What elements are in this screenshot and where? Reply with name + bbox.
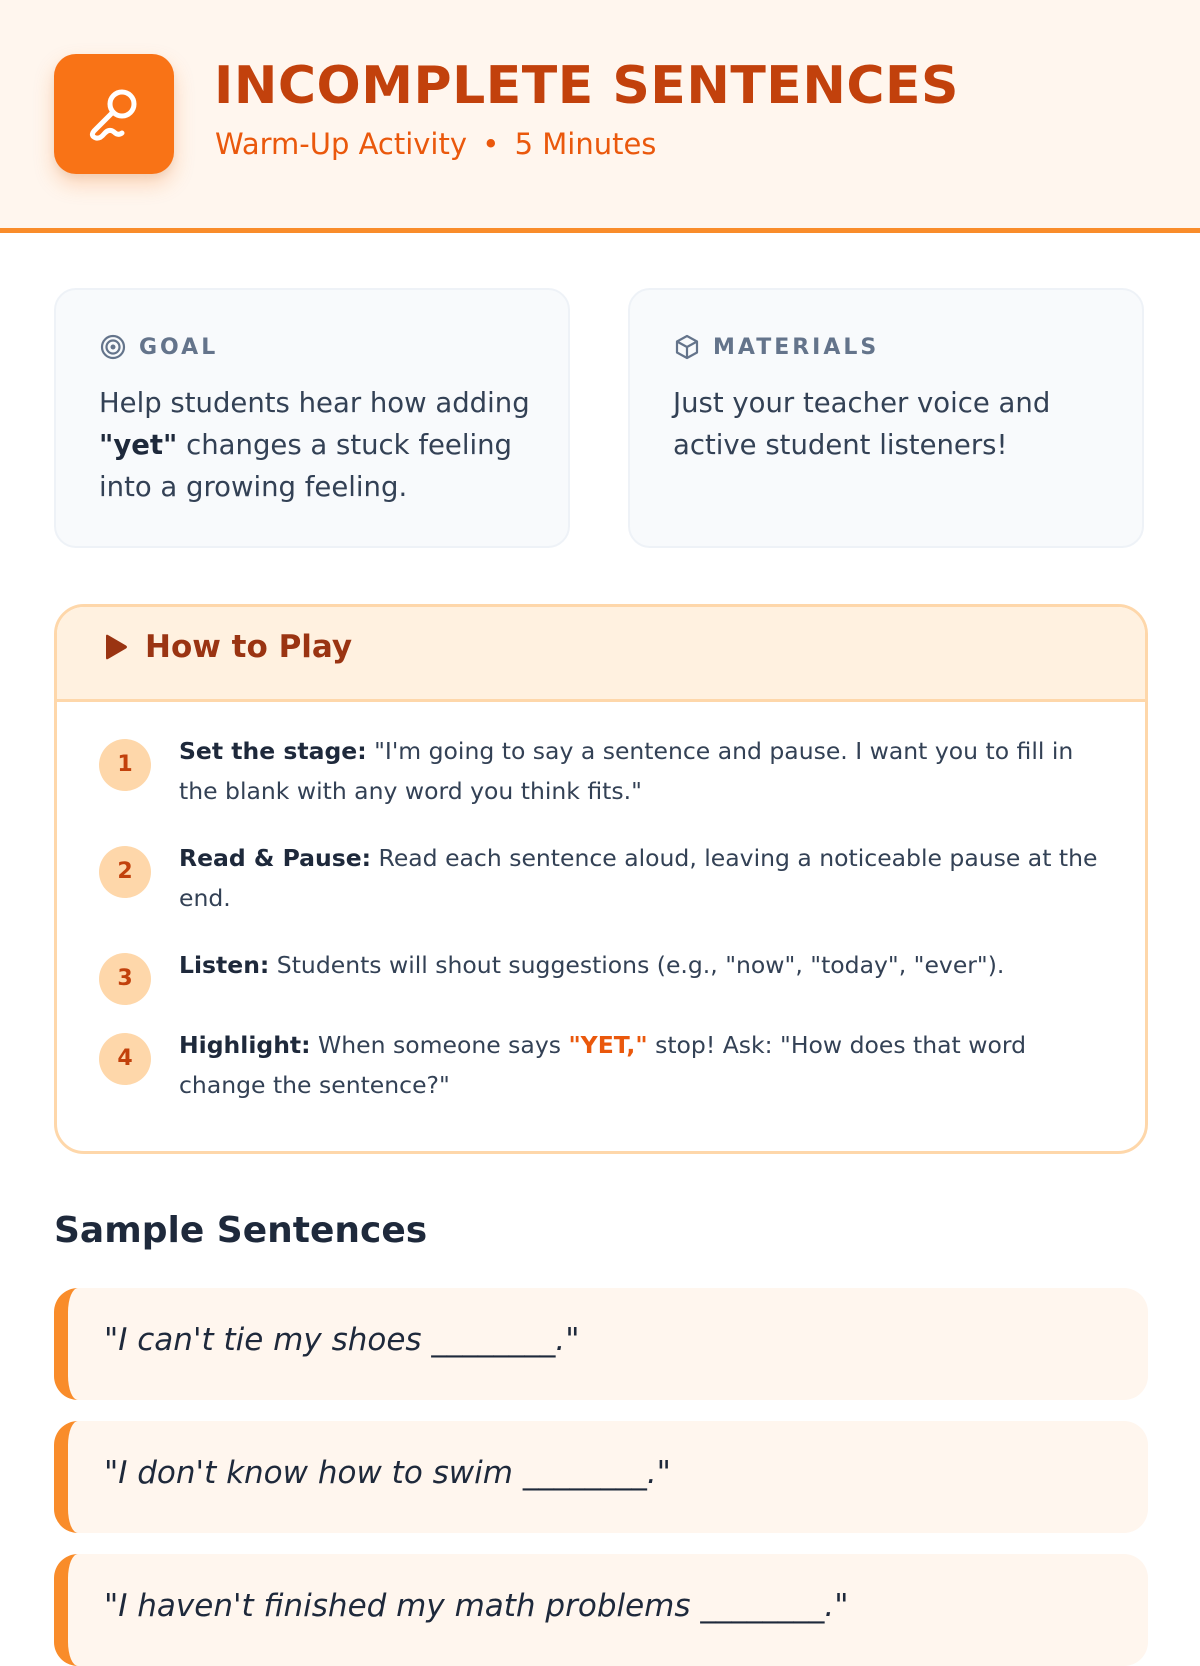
activity-logo	[54, 54, 174, 174]
step-body: "I'm going to say a sentence and pause. I want you to fill in the blank with any word you think fits."	[179, 737, 1074, 805]
how-to-play-title-text: How to Play	[145, 629, 353, 665]
how-to-play-panel	[54, 604, 1148, 1154]
goal-text	[99, 382, 539, 508]
goal-text-start: Help students hear how adding	[99, 387, 530, 419]
step-body-start: When someone says	[310, 1031, 569, 1059]
step-label: Highlight:	[179, 1031, 311, 1059]
goal-text-yet: "yet"	[99, 429, 178, 461]
sample-sentence-text: "I don't know how to swim ________."	[104, 1455, 671, 1491]
step-number: 3	[99, 953, 151, 1005]
sample-sentence-text: "I haven't finished my math problems ________."	[104, 1588, 849, 1624]
yet-highlight: "YET,"	[568, 1031, 648, 1059]
step-text	[179, 1025, 1109, 1105]
how-to-play-title	[101, 629, 352, 665]
step-number: 1	[99, 739, 151, 791]
step-body-end: stop! Ask: "How does that word change the sentence?"	[179, 1031, 1027, 1099]
materials-card	[628, 288, 1144, 548]
target-icon	[100, 334, 126, 360]
how-to-play-header	[57, 607, 1145, 702]
step-label: Set the stage:	[179, 737, 367, 765]
sample-sentences-heading: Sample Sentences	[54, 1210, 428, 1251]
materials-label	[674, 334, 879, 360]
step-text	[179, 838, 1109, 918]
subtitle-duration: 5 Minutes	[514, 127, 657, 161]
step-text	[179, 731, 1109, 811]
page-header	[0, 0, 1200, 233]
step-number: 2	[99, 846, 151, 898]
play-icon	[101, 633, 129, 661]
goal-label-text: GOAL	[139, 334, 219, 360]
subtitle-separator: •	[482, 127, 500, 161]
page-title: INCOMPLETE SENTENCES	[214, 56, 959, 116]
step-text	[179, 945, 1109, 985]
sample-sentence-card	[54, 1288, 1148, 1400]
subtitle-activity: Warm-Up Activity	[215, 127, 468, 161]
step-number: 4	[99, 1033, 151, 1085]
sample-sentence-text: "I can't tie my shoes ________."	[104, 1322, 580, 1358]
step-label: Listen:	[179, 951, 270, 979]
materials-label-text: MATERIALS	[713, 334, 880, 360]
step-label: Read & Pause:	[179, 844, 372, 872]
sample-sentence-card	[54, 1421, 1148, 1533]
step-body: Students will shout suggestions (e.g., "now", "today", "ever").	[269, 951, 1005, 979]
goal-text-end: changes a stuck feeling into a growing feeling.	[99, 429, 513, 503]
page-subtitle	[215, 127, 656, 161]
box-icon	[674, 334, 700, 360]
microphone-icon	[82, 82, 146, 146]
goal-label	[100, 334, 218, 360]
step-body: Read each sentence aloud, leaving a noticeable pause at the end.	[179, 844, 1098, 912]
sample-sentence-card	[54, 1554, 1148, 1666]
goal-card	[54, 288, 570, 548]
materials-text: Just your teacher voice and active student listeners!	[673, 387, 1051, 461]
